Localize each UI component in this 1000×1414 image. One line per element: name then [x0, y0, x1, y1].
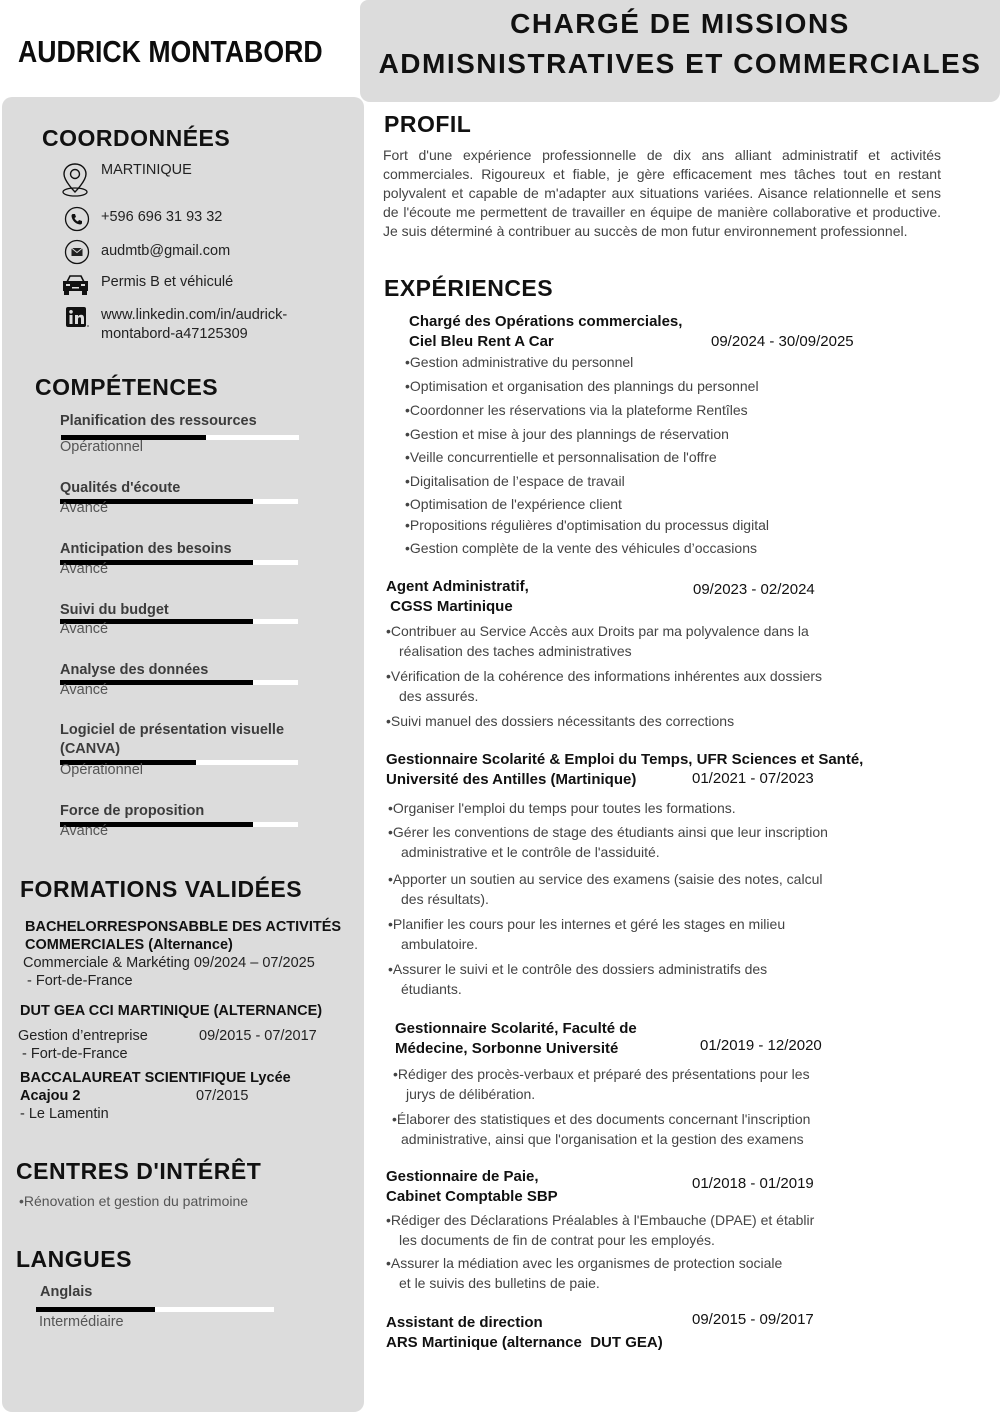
job-bullet-line-2: des assurés. [399, 688, 479, 704]
contact-phone[interactable]: +596 696 31 93 32 [101, 209, 223, 225]
job-title-line-2: Université des Antilles (Martinique) [386, 770, 637, 788]
education-heading: FORMATIONS VALIDÉES [20, 876, 303, 902]
skill-name-line-1: Logiciel de présentation visuelle [60, 722, 285, 738]
job-title-line-1: Gestionnaire Scolarité, Faculté de [395, 1020, 637, 1037]
linkedin-line-2[interactable]: montabord-a47125309 [101, 326, 248, 342]
skill-name: Qualités d'écoute [60, 480, 181, 496]
skill-level: Opérationnel [60, 439, 144, 455]
language-bar-fill [36, 1307, 155, 1312]
interest-item: •Rénovation et gestion du patrimoine [19, 1193, 249, 1209]
skill-level: Avancé [60, 561, 109, 577]
job-title [386, 1313, 663, 1352]
job-bullet-line-2: ambulatoire. [401, 936, 479, 952]
education-title-line-2: COMMERCIALES (Alternance) [25, 937, 233, 953]
education-place: - Fort-de-France [23, 973, 133, 989]
job-title-line-1: Assistant de direction [386, 1314, 543, 1331]
education-title-line-1: BACHELORRESPONSABBLE DES ACTIVITÉS [25, 919, 342, 935]
skill-level: Avancé [60, 621, 109, 637]
job-title-line-1: Gestionnaire de Paie, [386, 1168, 539, 1185]
job-bullet-line-2: des résultats). [401, 891, 489, 907]
interests-heading: CENTRES D'INTÉRÊT [16, 1158, 262, 1184]
job-bullet-line-2: réalisation des taches administratives [399, 643, 632, 659]
job-bullet: •Suivi manuel des dossiers nécessitants des corrections [386, 713, 735, 729]
skill-name: Planification des ressources [60, 413, 257, 429]
job-bullet [386, 1253, 782, 1293]
job-title-line-1: Chargé des Opérations commerciales, [409, 313, 683, 330]
contact-heading: COORDONNÉES [42, 125, 231, 151]
job-dates: 09/2015 - 09/2017 [692, 1311, 814, 1328]
contact-location: MARTINIQUE [101, 162, 192, 178]
job-title-line-2: Cabinet Comptable SBP [386, 1187, 558, 1205]
skill-name [60, 721, 284, 759]
job-bullet [393, 1064, 810, 1104]
contact-license: Permis B et véhiculé [101, 274, 234, 290]
skill-level: Avancé [60, 682, 109, 698]
skill-name: Force de proposition [60, 803, 205, 819]
phone-icon [64, 206, 90, 232]
education-title [25, 918, 341, 954]
job-bullet-line-1: •Contribuer au Service Accès aux Droits par ma polyvalence dans la [386, 623, 809, 639]
education-dates: 07/2015 [196, 1088, 249, 1104]
job-bullet-line-1: •Apporter un soutien au service des examens (saisie des notes, calcul [388, 871, 823, 887]
job-title-line-2: Ciel Bleu Rent A Car [409, 332, 554, 350]
job-bullet [386, 1210, 814, 1250]
job-bullet-line-1: •Rédiger des Déclarations Préalables à l'Embauche (DPAE) et établir [386, 1212, 815, 1228]
education-title-line-2: Acajou 2 [20, 1088, 81, 1104]
job-bullet [386, 666, 822, 706]
job-bullet [388, 914, 785, 954]
education-place: - Fort-de-France [18, 1046, 128, 1062]
education-title: DUT GEA CCI MARTINIQUE (ALTERNANCE) [20, 1003, 323, 1019]
email-icon [64, 239, 90, 265]
job-bullet: •Organiser l'emploi du temps pour toutes les formations. [388, 800, 736, 816]
profile-text: Fort d'une expérience professionnelle de dix ans alliant administratif et activités commerciales. Rigoureux et fiable, je gère efficacement mes tâches tout en restant polyvalent et capable de m'adapter aux situations variées. Aisance relationnelle et sens de l'écoute me permettent de travailler en équipe de manière collaborative et productive. Je suis déterminé à contribuer au succès de mon futur environnement professionnel. [383, 147, 941, 239]
job-title [409, 312, 682, 351]
language-bar [36, 1307, 274, 1312]
job-bullet-line-1: •Assurer le suivi et le contrôle des dossiers administratifs des [388, 961, 768, 977]
experience-heading: EXPÉRIENCES [384, 275, 554, 301]
job-bullet: •Digitalisation de l’espace de travail [405, 473, 625, 489]
languages-heading: LANGUES [16, 1246, 132, 1272]
linkedin-icon [66, 307, 90, 329]
job-title-line-2: CGSS Martinique [386, 597, 513, 615]
location-pin-icon [60, 162, 90, 198]
education-title-line-1: BACCALAUREAT SCIENTIFIQUE Lycée [20, 1070, 291, 1086]
job-title-line-2: Médecine, Sorbonne Université [395, 1039, 619, 1057]
contact-linkedin[interactable] [101, 306, 287, 344]
job-bullet: •Gestion administrative du personnel [405, 354, 634, 370]
language-level: Intermédiaire [39, 1314, 124, 1330]
candidate-name: AUDRICK MONTABORD [18, 34, 323, 69]
job-bullet-line-2: jurys de délibération. [406, 1086, 536, 1102]
car-icon [61, 273, 90, 297]
job-bullet-line-1: •Rédiger des procès-verbaux et préparé des présentations pour les [393, 1066, 810, 1082]
language-name: Anglais [40, 1284, 93, 1300]
skill-name: Analyse des données [60, 662, 209, 678]
job-bullet-line-1: •Assurer la médiation avec les organismes de protection sociale [386, 1255, 783, 1271]
job-bullet-line-2: les documents de fin de contrat pour les employés. [399, 1232, 715, 1248]
education-dates: 09/2015 - 07/2017 [199, 1028, 317, 1044]
job-title-line-2: ARS Martinique (alternance DUT GEA) [386, 1333, 663, 1351]
job-title-banner [360, 0, 1000, 102]
job-title [395, 1019, 637, 1058]
skills-heading: COMPÉTENCES [35, 374, 219, 400]
job-dates: 01/2018 - 01/2019 [692, 1175, 814, 1192]
job-title-line-1: Gestionnaire Scolarité & Emploi du Temps, UFR Sciences et Santé, [386, 751, 864, 768]
linkedin-line-1[interactable]: www.linkedin.com/in/audrick- [101, 307, 288, 323]
job-dates: 09/2023 - 02/2024 [693, 581, 815, 598]
skill-name: Anticipation des besoins [60, 541, 232, 557]
job-bullet-line-1: •Élaborer des statistiques et des documents concernant l'inscription [392, 1111, 811, 1127]
skill-level: Avancé [60, 823, 109, 839]
job-bullet: •Gestion complète de la vente des véhicules d’occasions [405, 540, 757, 556]
skill-level: Avancé [60, 500, 109, 516]
job-title-line-1: CHARGÉ DE MISSIONS [510, 8, 850, 39]
job-bullet: •Veille concurrentielle et personnalisation de l'offre [405, 449, 717, 465]
job-bullet [388, 959, 767, 999]
skill-name-line-2: (CANVA) [60, 741, 121, 757]
job-bullet [386, 621, 809, 661]
job-bullet-line-2: administrative, ainsi que l'organisation et la gestion des examens [401, 1131, 804, 1147]
job-bullet: •Coordonner les réservations via la plateforme Rentîles [405, 402, 748, 418]
job-bullet-line-1: •Vérification de la cohérence des informations inhérentes aux dossiers [386, 668, 823, 684]
job-dates: 01/2021 - 07/2023 [692, 770, 814, 787]
job-title-line-2: ADMISNISTRATIVES ET COMMERCIALES [378, 48, 982, 79]
skill-level: Opérationnel [60, 762, 144, 778]
job-bullet [388, 869, 822, 909]
job-title-line-1: Agent Administratif, [386, 578, 529, 595]
education-title [20, 1069, 291, 1105]
contact-email[interactable]: audmtb@gmail.com [101, 243, 231, 259]
job-bullet-line-1: •Gérer les conventions de stage des étudiants ainsi que leur inscription [388, 824, 828, 840]
job-title [386, 1167, 558, 1206]
job-bullet: •Optimisation de l'expérience client [405, 496, 622, 512]
job-dates: 01/2019 - 12/2020 [700, 1037, 822, 1054]
job-bullet-line-1: •Planifier les cours pour les internes et géré les stages en milieu [388, 916, 786, 932]
job-bullet [392, 1109, 810, 1149]
job-bullet-line-2: étudiants. [401, 981, 462, 997]
education-detail: Gestion d’entreprise [18, 1028, 148, 1044]
job-bullet: •Propositions régulières d'optimisation du processus digital [405, 517, 769, 533]
job-dates: 09/2024 - 30/09/2025 [711, 333, 854, 350]
education-detail: Commerciale & Markéting 09/2024 – 07/2025 [23, 955, 315, 971]
profile-heading: PROFIL [384, 111, 472, 137]
job-bullet: •Optimisation et organisation des plannings du personnel [405, 378, 759, 394]
job-bullet-line-2: administrative et le contrôle de l'assiduité. [401, 844, 660, 860]
job-bullet [388, 822, 828, 862]
skill-name: Suivi du budget [60, 602, 169, 618]
education-place: - Le Lamentin [20, 1106, 109, 1122]
job-bullet-line-2: et le suivis des bulletins de paie. [399, 1275, 600, 1291]
job-title [386, 577, 529, 616]
job-bullet: •Gestion et mise à jour des plannings de réservation [405, 426, 729, 442]
